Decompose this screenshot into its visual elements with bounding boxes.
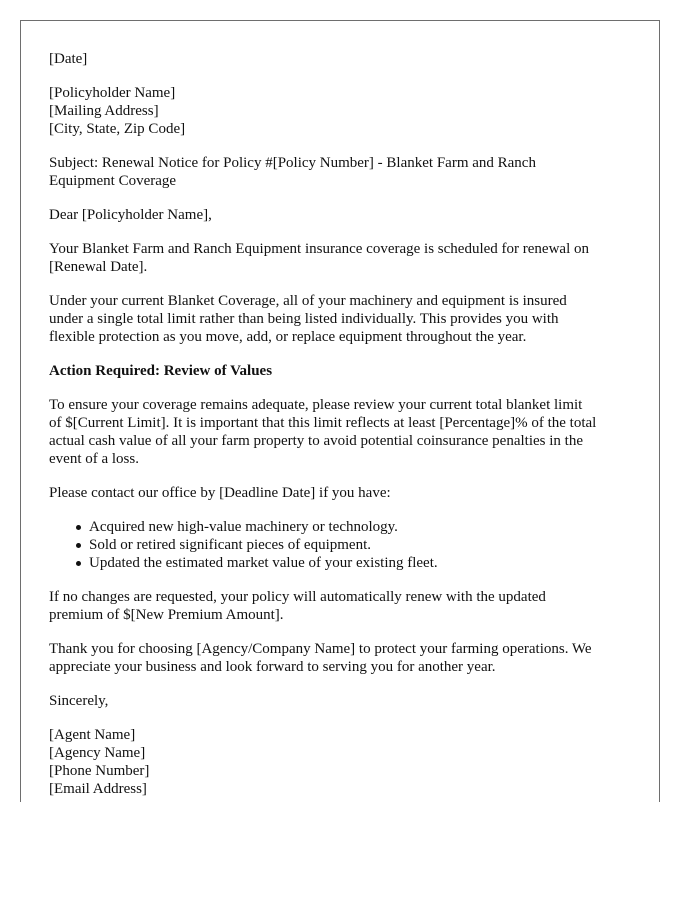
greeting: Dear [Policyholder Name], [49, 207, 212, 223]
thanks-line-1: Thank you for choosing [Agency/Company Name] to protect your farming operations. We [49, 641, 592, 657]
bullet-icon [76, 543, 81, 548]
contact-paragraph [49, 484, 639, 502]
greeting-block [49, 206, 639, 224]
subject-line [49, 154, 639, 190]
renewal-line-1: If no changes are requested, your policy will automatically renew with the updated [49, 589, 546, 605]
review-line-3: actual cash value of all your farm property to avoid potential coinsurance penalties in the [49, 433, 583, 449]
review-line-1: To ensure your coverage remains adequate, please review your current total blanket limit [49, 397, 583, 413]
renewal-paragraph [49, 588, 639, 624]
coverage-paragraph [49, 292, 639, 346]
recipient-name: [Policyholder Name] [49, 85, 176, 101]
bullet-icon [76, 561, 81, 566]
review-paragraph [49, 396, 639, 468]
agency-name: [Agency Name] [49, 745, 146, 761]
list-item [89, 554, 639, 572]
intro-line-2: [Renewal Date]. [49, 259, 148, 275]
thanks-line-2: appreciate your business and look forward to serving you for another year. [49, 659, 496, 675]
list-item [89, 536, 639, 554]
recipient-address: [Mailing Address] [49, 103, 159, 119]
recipient-city-state-zip: [City, State, Zip Code] [49, 121, 186, 137]
coverage-line-3: flexible protection as you move, add, or replace equipment throughout the year. [49, 329, 527, 345]
action-required-heading [49, 362, 639, 380]
subject-line-2: Equipment Coverage [49, 173, 177, 189]
thanks-paragraph [49, 640, 639, 676]
intro-line-1: Your Blanket Farm and Ranch Equipment insurance coverage is scheduled for renewal on [49, 241, 589, 257]
review-line-2: of $[Current Limit]. It is important that this limit reflects at least [Percentage]% of the total [49, 415, 597, 431]
letter-date: [Date] [49, 51, 88, 67]
letter-page [20, 20, 660, 802]
signature-block [49, 726, 639, 798]
list-item-text: Acquired new high-value machinery or technology. [89, 519, 398, 535]
subject-line-1: Subject: Renewal Notice for Policy #[Policy Number] - Blanket Farm and Ranch [49, 155, 536, 171]
coverage-line-1: Under your current Blanket Coverage, all of your machinery and equipment is insured [49, 293, 567, 309]
email-address: [Email Address] [49, 781, 147, 797]
list-item-text: Sold or retired significant pieces of equipment. [89, 537, 372, 553]
agent-name: [Agent Name] [49, 727, 136, 743]
intro-paragraph [49, 240, 639, 276]
closing: Sincerely, [49, 693, 109, 709]
action-heading-text: Action Required: Review of Values [49, 363, 273, 379]
recipient-block [49, 84, 639, 138]
list-item-text: Updated the estimated market value of your existing fleet. [89, 555, 438, 571]
contact-line: Please contact our office by [Deadline Date] if you have: [49, 485, 391, 501]
list-item [89, 518, 639, 536]
letter-date-block [49, 50, 639, 68]
renewal-line-2: premium of $[New Premium Amount]. [49, 607, 284, 623]
change-list [49, 518, 639, 572]
bullet-icon [76, 525, 81, 530]
coverage-line-2: under a single total limit rather than being listed individually. This provides you with [49, 311, 559, 327]
letter-body [49, 50, 639, 802]
closing-block [49, 692, 639, 710]
phone-number: [Phone Number] [49, 763, 150, 779]
review-line-4: event of a loss. [49, 451, 139, 467]
